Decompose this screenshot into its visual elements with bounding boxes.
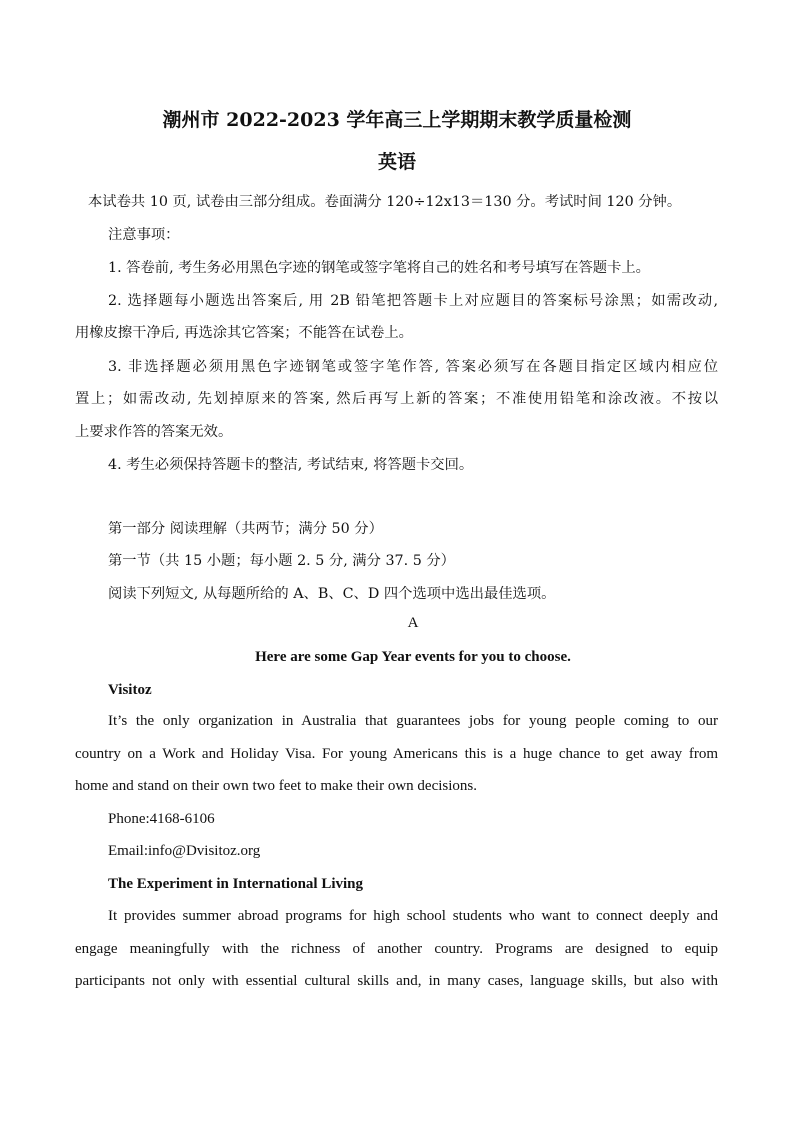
experiment-line-3: participants not only with essential cultural skills and, in many cases, language skills, but also with: [75, 973, 718, 989]
section-1-heading: 第一节（共 15 小题；每小题 2. 5 分, 满分 37. 5 分）: [108, 553, 455, 569]
experiment-heading: The Experiment in International Living: [108, 876, 364, 892]
reading-instruction: 阅读下列短文, 从每题所给的 A、B、C、D 四个选项中选出最佳选项。: [108, 586, 556, 602]
note-3-line-1: 3. 非选择题必须用黑色字迹钢笔或签字笔作答, 答案必须写在各题目指定区域内相应位: [108, 359, 718, 375]
passage-title: Here are some Gap Year events for you to choose.: [255, 649, 571, 665]
notes-heading: 注意事项：: [108, 227, 180, 243]
visitoz-phone: Phone:4168-6106: [108, 811, 215, 827]
visitoz-heading: Visitoz: [108, 682, 152, 698]
visitoz-line-3: home and stand on their own two feet to make their own decisions.: [75, 778, 477, 794]
exam-summary: 本试卷共 10 页, 试卷由三部分组成。卷面满分 120÷12x13＝130 分。考试时间 120 分钟。: [88, 194, 682, 210]
exam-title: 潮州市 2022-2023 学年高三上学期期末教学质量检测: [162, 109, 632, 131]
passage-label: A: [407, 615, 419, 631]
note-2-line-2: 用橡皮擦干净后, 再选涂其它答案；不能答在试卷上。: [75, 325, 413, 341]
subject-title: 英语: [377, 151, 416, 173]
part-1-heading: 第一部分 阅读理解（共两节；满分 50 分）: [108, 521, 383, 537]
visitoz-line-2: country on a Work and Holiday Visa. For young Americans this is a huge chance to get away from: [75, 746, 718, 762]
note-2-line-1: 2. 选择题每小题选出答案后, 用 2B 铅笔把答题卡上对应题目的答案标号涂黑；如需改动,: [108, 293, 718, 309]
visitoz-line-1: It’s the only organization in Australia that guarantees jobs for young people coming to our: [108, 713, 718, 729]
experiment-line-2: engage meaningfully with the richness of another country. Programs are designed to equip: [75, 941, 718, 957]
note-1: 1. 答卷前, 考生务必用黑色字迹的钢笔或签字笔将自己的姓名和考号填写在答题卡上。: [108, 260, 650, 276]
experiment-line-1: It provides summer abroad programs for high school students who want to connect deeply and: [108, 908, 718, 924]
note-3-line-3: 上要求作答的答案无效。: [75, 424, 233, 440]
visitoz-email: Email:info@Dvisitoz.org: [108, 843, 261, 859]
note-4: 4. 考生必须保持答题卡的整洁, 考试结束, 将答题卡交回。: [108, 457, 474, 473]
note-3-line-2: 置上；如需改动, 先划掉原来的答案, 然后再写上新的答案；不准使用铅笔和涂改液。不按以: [75, 391, 718, 407]
